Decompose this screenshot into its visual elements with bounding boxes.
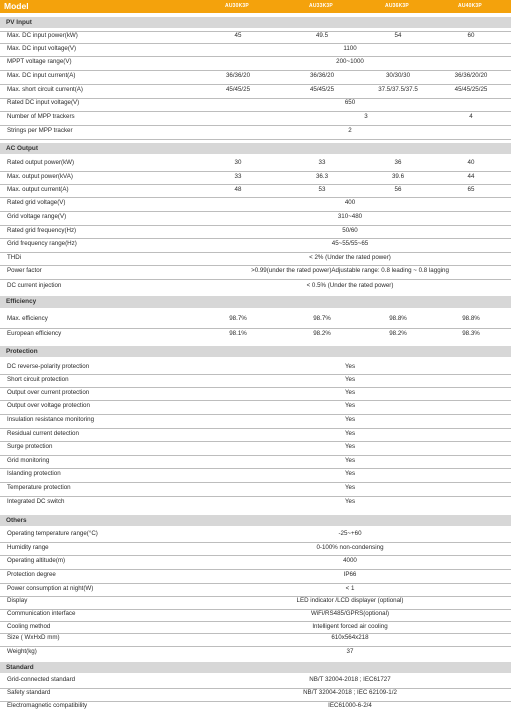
cell-value: 4 (469, 113, 473, 120)
row-label: Grid frequency range(Hz) (7, 240, 77, 247)
row-divider (0, 171, 511, 172)
merged-value: WiFi/RS485/GPRS(optional) (310, 610, 390, 617)
row-divider (0, 225, 511, 226)
cell-value: 40 (467, 159, 475, 166)
cell-value: 98.7% (229, 315, 247, 322)
row-divider (0, 139, 511, 140)
row-label: Output over current protection (7, 389, 90, 396)
cell-value: 44 (467, 173, 475, 180)
merged-value: 1100 (343, 45, 357, 52)
row-divider (0, 542, 511, 543)
merged-value: Yes (344, 430, 356, 437)
row-label: Strings per MPP tracker (7, 127, 73, 134)
merged-value: Yes (344, 389, 356, 396)
cell-value: 65 (467, 186, 475, 193)
merged-value: 650 (344, 99, 356, 106)
merged-value: 37 (346, 648, 354, 655)
merged-value: NB/T 32004-2018 ; IEC 62109-1/2 (303, 689, 397, 696)
row-divider (0, 441, 511, 442)
row-divider (0, 646, 511, 647)
cell-value: 48 (234, 186, 242, 193)
merged-value: Yes (344, 443, 356, 450)
cell-value: 49.5 (315, 32, 329, 39)
merged-value: NB/T 32004-2018 ; IEC61727 (309, 676, 391, 683)
row-label: Max. efficiency (7, 315, 48, 322)
row-divider (0, 84, 511, 85)
row-label: Surge protection (7, 443, 53, 450)
row-label: Cooling method (7, 623, 51, 630)
cell-value: 98.3% (462, 330, 480, 337)
row-divider (0, 211, 511, 212)
row-label: Output over voltage protection (7, 402, 90, 409)
row-label: Grid voltage range(V) (7, 213, 67, 220)
section-title: Others (6, 517, 27, 524)
row-label: Temperature protection (7, 484, 71, 491)
row-label: Rated DC input voltage(V) (7, 99, 80, 106)
merged-value: Yes (344, 498, 356, 505)
section-title: Efficiency (6, 298, 37, 305)
model-header (0, 0, 511, 13)
row-label: Humidity range (7, 544, 49, 551)
merged-value: >0.99(under the rated power)Adjustable range: 0.8 leading ~ 0.8 lagging (251, 267, 449, 274)
model-title: Model (4, 1, 29, 11)
cell-value: 30/30/30 (385, 72, 411, 79)
merged-value: < 0.5% (Under the rated power) (306, 282, 394, 289)
row-label: Max. DC input voltage(V) (7, 45, 77, 52)
row-label: Insulation resistance monitoring (7, 416, 95, 423)
row-label: Rated grid voltage(V) (7, 199, 66, 206)
row-label: Power factor (7, 267, 42, 274)
merged-value: Yes (344, 470, 356, 477)
row-divider (0, 56, 511, 57)
row-divider (0, 455, 511, 456)
row-label: Grid monitoring (7, 457, 50, 464)
section-title: AC Output (6, 145, 38, 152)
section-title: Standard (6, 664, 34, 671)
section-header (0, 515, 511, 526)
model-name: AU30K3P (225, 3, 249, 9)
row-label: Max. short circuit current(A) (7, 86, 83, 93)
row-label: Electromagnetic compatibility (7, 702, 88, 709)
merged-value: Yes (344, 376, 356, 383)
row-label: Number of MPP trackers (7, 113, 75, 120)
row-divider (0, 400, 511, 401)
row-divider (0, 374, 511, 375)
section-header (0, 17, 511, 28)
cell-value: 45/45/25 (225, 86, 251, 93)
cell-value: 36.3 (315, 173, 329, 180)
row-divider (0, 111, 511, 112)
merged-value: 610x564x218 (331, 634, 369, 641)
cell-value: 39.6 (391, 173, 405, 180)
row-label: Max. output power(kVA) (7, 173, 73, 180)
merged-value: 2 (348, 127, 352, 134)
merged-value: Yes (344, 457, 356, 464)
row-label: Weight(kg) (7, 648, 37, 655)
merged-value: Yes (344, 416, 356, 423)
model-name: AU36K3P (385, 3, 409, 9)
row-divider (0, 43, 511, 44)
row-label: MPPT voltage range(V) (7, 58, 72, 65)
row-divider (0, 468, 511, 469)
merged-value: IP66 (343, 571, 357, 578)
cell-value: 37.5/37.5/37.5 (378, 86, 418, 93)
cell-value: 45/45/25 (309, 86, 335, 93)
cell-value: 98.1% (229, 330, 247, 337)
cell-value: 56 (394, 186, 402, 193)
row-label: Rated output power(kW) (7, 159, 75, 166)
row-label: Integrated DC switch (7, 498, 65, 505)
merged-value: Yes (344, 484, 356, 491)
row-label: DC current injection (7, 282, 62, 289)
model-name: AU40K3P (458, 3, 482, 9)
row-label: DC reverse-polarity protection (7, 363, 90, 370)
row-label: European efficiency (7, 330, 62, 337)
row-divider (0, 387, 511, 388)
row-label: THDi (7, 254, 22, 261)
merged-value: < 1 (345, 585, 355, 592)
cell-value: 36 (394, 159, 402, 166)
model-name: AU33K3P (309, 3, 333, 9)
section-title: Protection (6, 348, 38, 355)
cell-value: 36/36/20 (309, 72, 335, 79)
merged-value: 0-100% non-condensing (316, 544, 384, 551)
cell-value: 45 (234, 32, 242, 39)
section-title: PV Input (6, 19, 32, 26)
cell-value: 98.7% (313, 315, 331, 322)
cell-value: 45/45/25/25 (454, 86, 488, 93)
row-divider (0, 184, 511, 185)
merged-value: 400 (344, 199, 356, 206)
row-label: Size ( WxHxD mm) (7, 634, 60, 641)
cell-value: 60 (467, 32, 475, 39)
merged-value: Yes (344, 402, 356, 409)
section-header (0, 662, 511, 673)
row-label: Grid-connected standard (7, 676, 76, 683)
cell-value: 36/36/20/20 (454, 72, 488, 79)
row-label: Max. output current(A) (7, 186, 69, 193)
row-divider (0, 414, 511, 415)
cell-value: 53 (318, 186, 326, 193)
cell-value: 98.8% (389, 315, 407, 322)
row-label: Islanding protection (7, 470, 61, 477)
row-label: Display (7, 597, 28, 604)
row-divider (0, 496, 511, 497)
row-divider (0, 428, 511, 429)
row-label: Max. DC input current(A) (7, 72, 76, 79)
row-divider (0, 328, 511, 329)
row-label: Short circuit protection (7, 376, 69, 383)
cell-value: 36/36/20 (225, 72, 251, 79)
row-divider (0, 238, 511, 239)
cell-value: 3 (364, 113, 368, 120)
merged-value: LED indicator /LCD displayer (optional) (296, 597, 404, 604)
row-divider (0, 252, 511, 253)
merged-value: Yes (344, 363, 356, 370)
merged-value: 50/60 (342, 227, 358, 234)
cell-value: 33 (234, 173, 242, 180)
cell-value: 30 (234, 159, 242, 166)
cell-value: 98.2% (389, 330, 407, 337)
row-divider (0, 197, 511, 198)
cell-value: 54 (394, 32, 402, 39)
row-label: Operating altitude(m) (7, 557, 66, 564)
section-header (0, 296, 511, 308)
row-divider (0, 621, 511, 622)
merged-value: 45~55/55~65 (331, 240, 369, 247)
row-label: Max. DC input power(kW) (7, 32, 78, 39)
row-divider (0, 583, 511, 584)
row-label: Communication interface (7, 610, 76, 617)
row-label: Rated grid frequency(Hz) (7, 227, 77, 234)
merged-value: 310~480 (337, 213, 363, 220)
section-header (0, 346, 511, 357)
merged-value: 4000 (343, 557, 357, 564)
cell-value: 33 (318, 159, 326, 166)
merged-value: 200~1000 (336, 58, 364, 65)
row-divider (0, 125, 511, 126)
merged-value: IEC61000-6-2/4 (328, 702, 372, 709)
row-label: Safety standard (7, 689, 51, 696)
row-label: Residual current detection (7, 430, 79, 437)
cell-value: 98.2% (313, 330, 331, 337)
row-label: Operating temperature range(°C) (7, 530, 98, 537)
merged-value: Intelligent forced air cooling (312, 623, 388, 630)
row-divider (0, 482, 511, 483)
merged-value: -25~+60 (338, 530, 362, 537)
merged-value: < 2% (Under the rated power) (309, 254, 391, 261)
cell-value: 98.8% (462, 315, 480, 322)
row-label: Power consumption at night(W) (7, 585, 94, 592)
row-label: Protection degree (7, 571, 56, 578)
row-divider (0, 569, 511, 570)
row-divider (0, 555, 511, 556)
section-header (0, 143, 511, 154)
row-divider (0, 279, 511, 280)
row-divider (0, 265, 511, 266)
row-divider (0, 70, 511, 71)
